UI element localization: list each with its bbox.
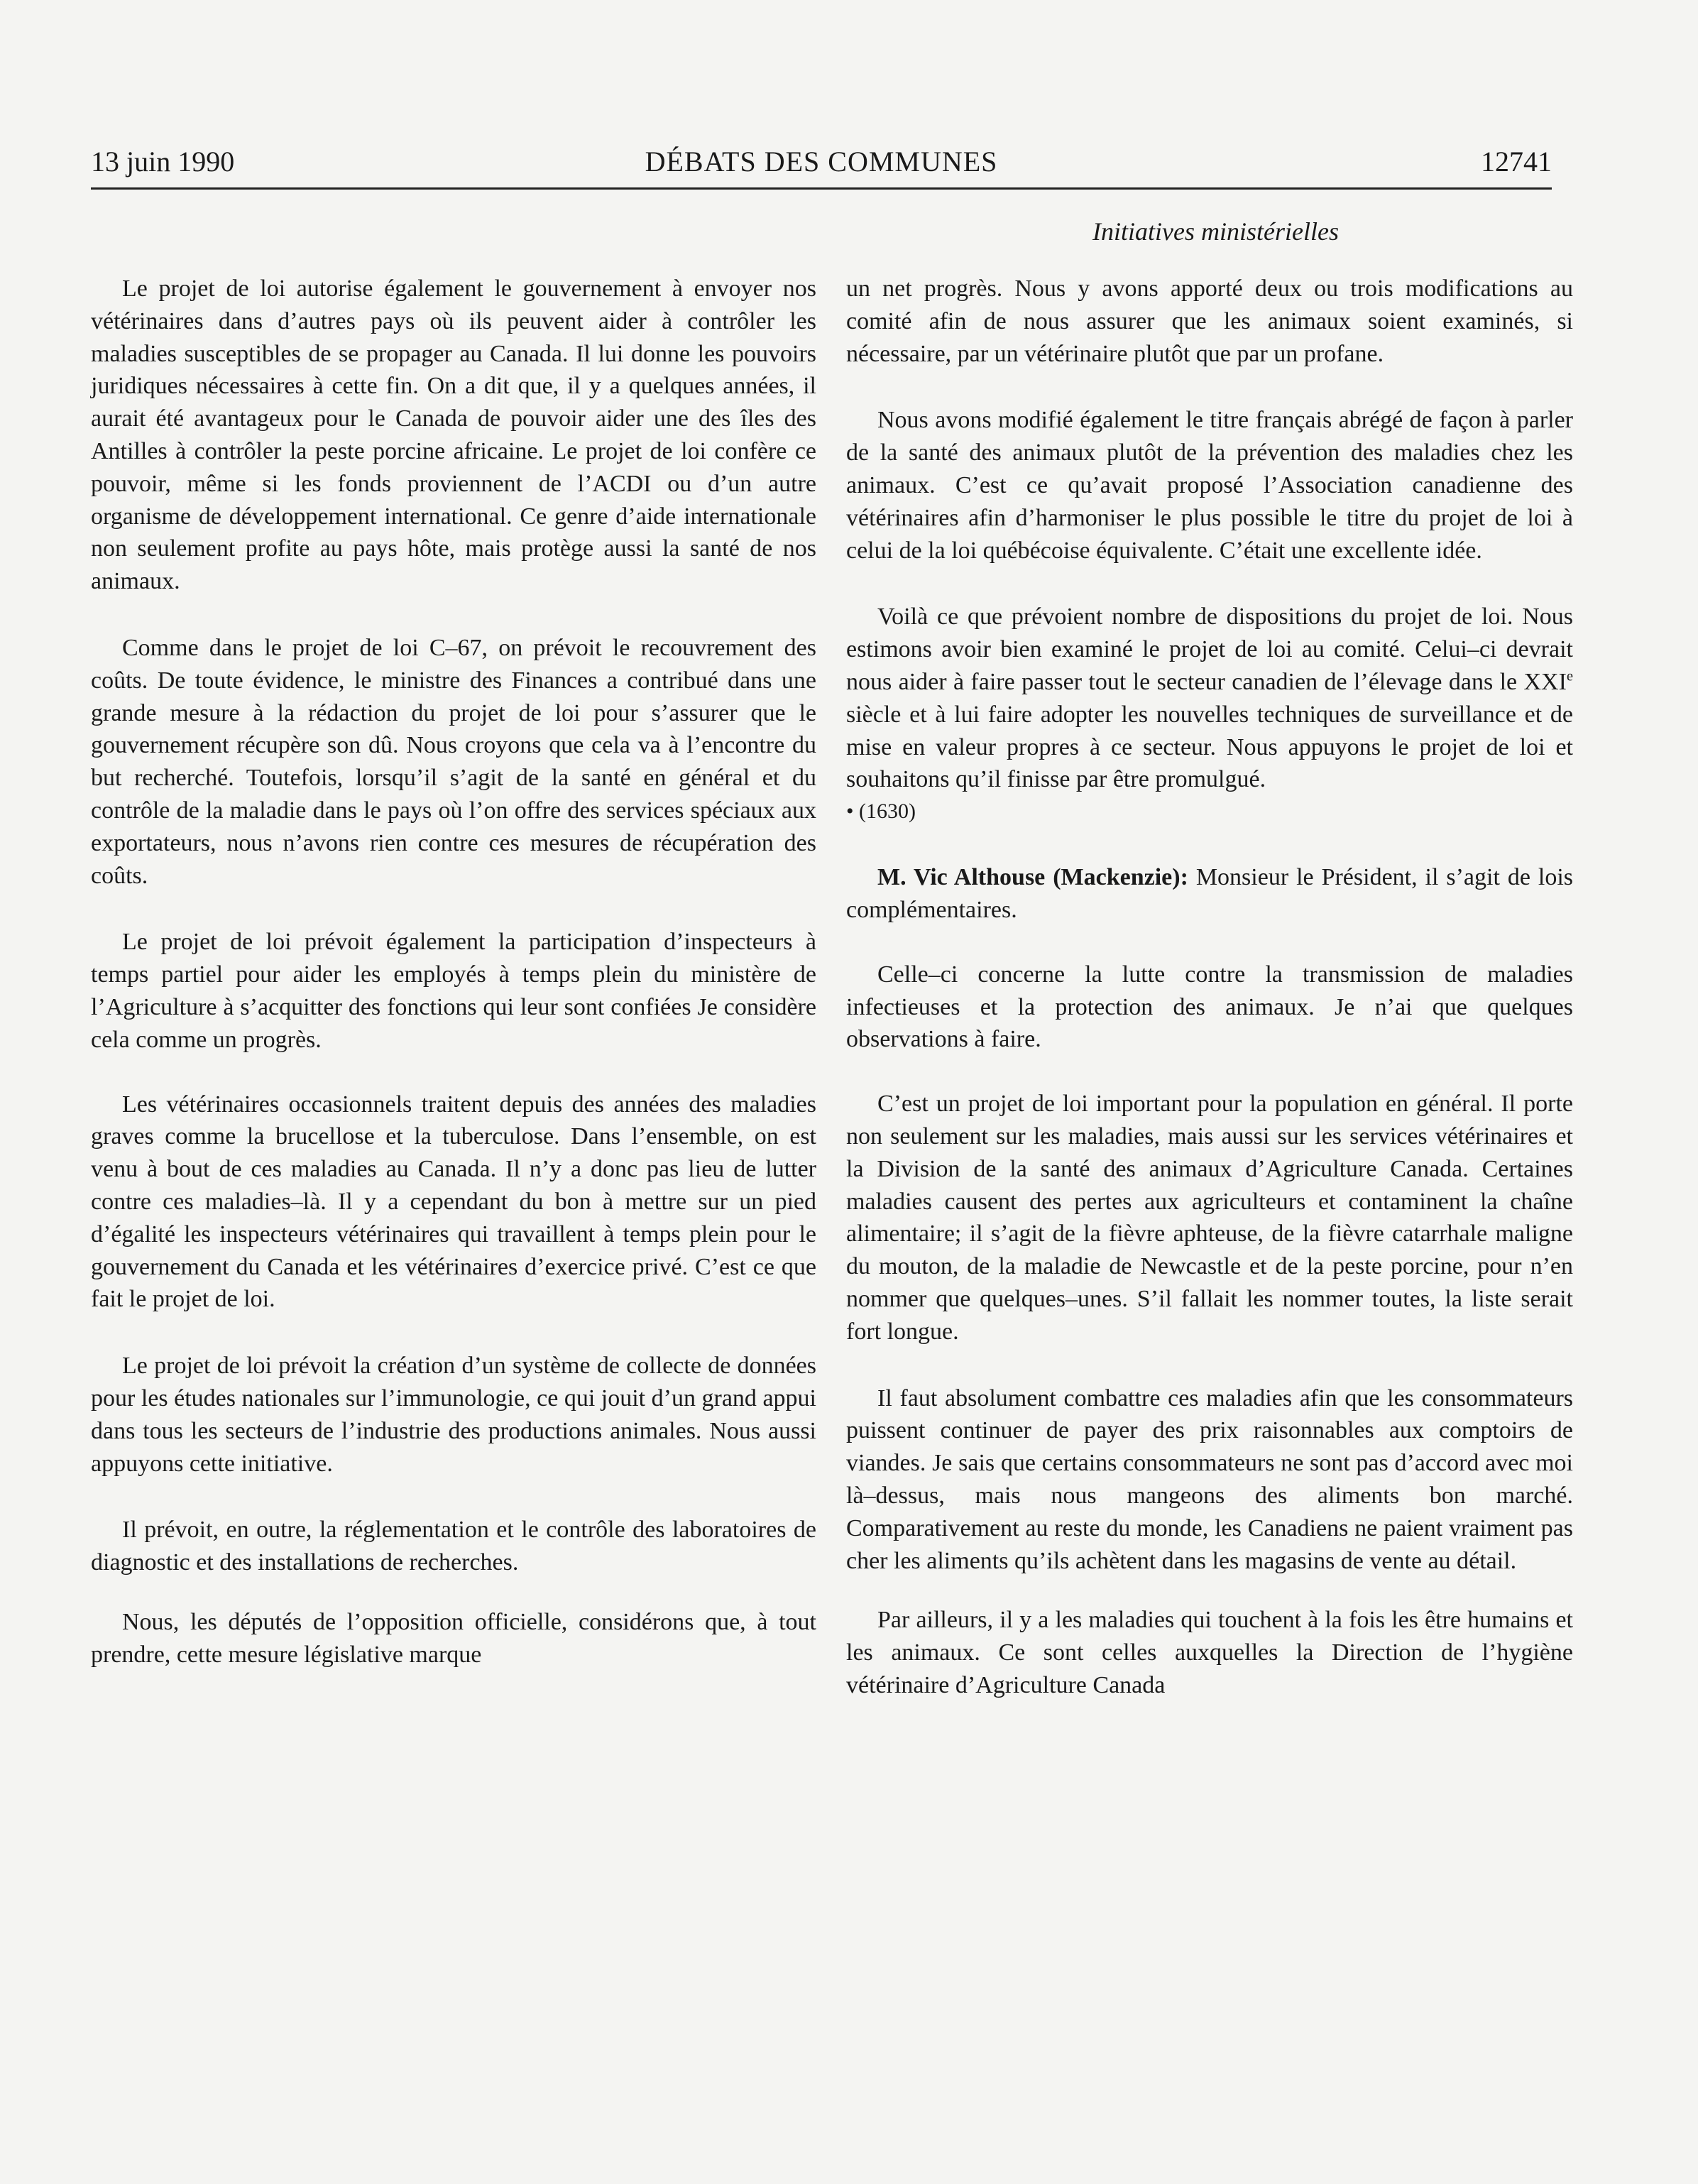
right-column [846, 273, 1573, 1702]
page-header [91, 142, 1552, 190]
paragraph: Nous avons modifié également le titre français abrégé de façon à parler de la santé des animaux plutôt de la prévention des maladies chez les animaux. C’est ce qu’avait proposé l’Association canadienne des vétérinaires afin d’harmoniser le plus possible le titre du projet de loi à celui de la loi québécoise équivalente. C’était une excellente idée. [846, 407, 1573, 564]
header-page-number: 12741 [1481, 146, 1552, 178]
paragraph: Les vétérinaires occasionnels traitent depuis des années des maladies graves comme la brucellose et la tuberculose. Dans l’ensemble, on est venu à bout de ces maladies au Canada. Il n’y a donc pas lieu de lutter contre ces maladies–là. Il y a cependant du bon à mettre sur un pied d’égalité les inspecteurs vétérinaires qui travaillent à temps plein pour le gouvernement du Canada et les vétérinaires d’exercice privé. C’est ce que fait le projet de loi. [91, 1091, 816, 1313]
paragraph-text: siècle et à lui faire adopter les nouvelles techniques de surveillance et de mise en valeur propres à ce secteur. Nous appuyons le projet de loi et souhaitons qu’il finisse par être promulgué. [846, 701, 1573, 793]
paragraph: Celle–ci concerne la lutte contre la transmission de maladies infectieuses et la protection des animaux. Je n’ai que quelques observations à faire. [846, 961, 1573, 1053]
paragraph: Le projet de loi autorise également le gouvernement à envoyer nos vétérinaires dans d’autres pays où ils peuvent aider à contrôler les maladies susceptibles de se propager au Canada. Il lui donne les pouvoirs juridiques nécessaires à cette fin. On a dit que, il y a quelques années, il aurait été avantageux pour le Canada de pouvoir aider une des îles des Antilles à contrôler la peste porcine africaine. Le projet de loi confère ce pouvoir, même si les fonds proviennent de l’ACDI ou d’un autre organisme de développement international. Ce genre d’aide internationale non seulement profite au pays hôte, mais protège aussi la santé de nos animaux. [91, 275, 816, 595]
paragraph-text: Voilà ce que prévoient nombre de dispositions du projet de loi. Nous estimons avoir bien examiné le projet de loi au comité. Celui–ci devrait nous aider à faire passer tout le secteur canadien de l’élevage dans le XXI [846, 604, 1573, 695]
left-column [91, 273, 816, 1671]
paragraph: Comme dans le projet de loi C–67, on prévoit le recouvrement des coûts. De toute évidence, le ministre des Finances a contribué dans une grande mesure à la rédaction du projet de loi pour s’assurer que le gouvernement récupère son dû. Nous croyons que cela va à l’encontre du but recherché. Toutefois, lorsqu’il s’agit de la santé en général et du contrôle de la maladie dans le pays où l’on offre des services spéciaux aux exportateurs, nous n’avons rien contre ces mesures de récupération des coûts. [91, 634, 816, 889]
superscript: e [1566, 668, 1573, 684]
header-title: DÉBATS DES COMMUNES [645, 146, 998, 178]
section-label: Initiatives ministérielles [1092, 217, 1339, 246]
speaker-text: Monsieur le Président, il s’agit de lois complémentaires. [846, 864, 1573, 923]
paragraph: Par ailleurs, il y a les maladies qui touchent à la fois les être humains et les animaux. Ce sont celles auxquelles la Direction de l’hygiène vétérinaire d’Agriculture Canada [846, 1607, 1573, 1698]
paragraph: C’est un projet de loi important pour la population en général. Il porte non seulement sur les maladies, mais aussi sur les services vétérinaires et la Division de la santé des animaux d’Agriculture Canada. Certaines maladies causent des pertes aux agriculteurs et contaminent la chaîne alimentaire; il s’agit de la fièvre aphteuse, de la fièvre catarrhale maligne du mouton, de la maladie de Newcastle et de la peste porcine, pour n’en nommer que quelques–unes. S’il fallait les nommer toutes, la liste serait fort longue. [846, 1091, 1573, 1345]
speaker-paragraph [846, 861, 1573, 927]
speaker-name: M. Vic Althouse (Mackenzie): [877, 864, 1188, 891]
paragraph: Le projet de loi prévoit également la participation d’inspecteurs à temps partiel pour aider les employés à temps plein du ministère de l’Agriculture à s’acquitter des fonctions qui leur sont confiées Je considère cela comme un progrès. [91, 929, 816, 1053]
paragraph: Nous, les députés de l’opposition officielle, considérons que, à tout prendre, cette mesure législative marque [91, 1608, 816, 1668]
paragraph: Il prévoit, en outre, la réglementation et le contrôle des laboratoires de diagnostic et des installations de recherches. [91, 1517, 816, 1576]
header-date: 13 juin 1990 [91, 146, 235, 178]
paragraph [846, 601, 1573, 796]
continued-paragraph: un net progrès. Nous y avons apporté deux ou trois modifications au comité afin de nous assurer que les animaux soient examinés, si nécessaire, par un vétérinaire plutôt que par un profane. [846, 275, 1573, 367]
time-marker: • (1630) [846, 799, 916, 824]
paragraph: Il faut absolument combattre ces maladies afin que les consommateurs puissent continuer de payer des prix raisonnables aux comptoirs de viandes. Je sais que certains consommateurs ne sont pas d’accord avec moi là–dessus, mais nous mangeons des aliments bon marché. Comparativement au reste du monde, les Canadiens ne paient vraiment pas cher les aliments qu’ils achètent dans les magasins de vente au détail. [846, 1385, 1573, 1574]
paragraph: Le projet de loi prévoit la création d’un système de collecte de données pour les études nationales sur l’immunologie, ce qui jouit d’un grand appui dans tous les secteurs de l’industrie des productions animales. Nous aussi appuyons cette initiative. [91, 1353, 816, 1477]
